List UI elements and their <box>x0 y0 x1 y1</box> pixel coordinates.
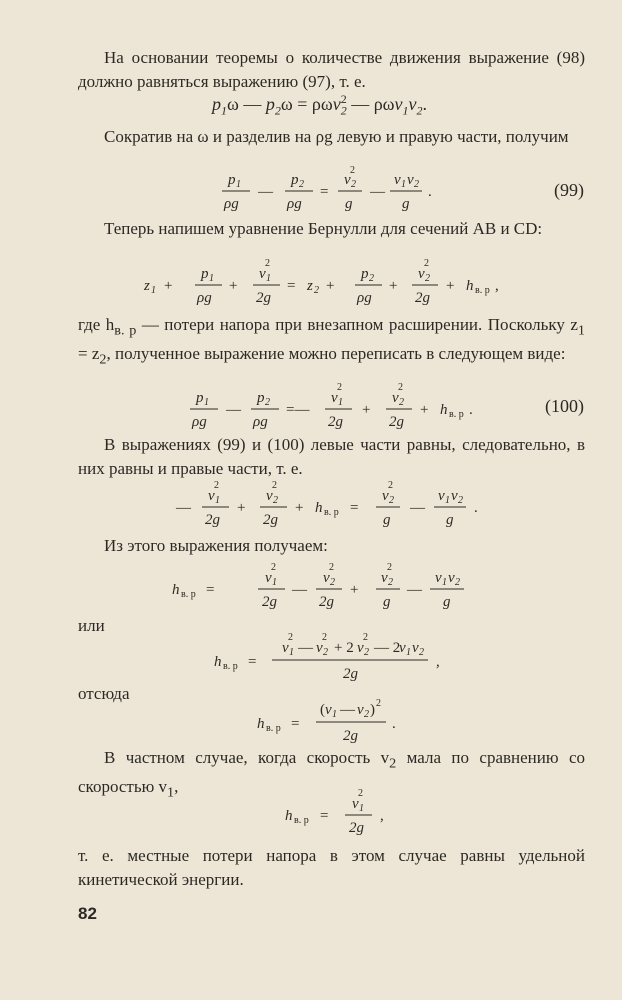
svg-text:1: 1 <box>332 709 337 720</box>
svg-text:1: 1 <box>215 495 220 506</box>
equation-number-99: (99) <box>554 180 584 200</box>
svg-text:v: v <box>448 570 455 586</box>
equation-head-loss-2 <box>0 628 622 688</box>
svg-text:v: v <box>331 390 338 406</box>
svg-text:v: v <box>418 266 425 282</box>
svg-text:v: v <box>344 172 351 188</box>
svg-text:2: 2 <box>323 647 328 658</box>
svg-text:2: 2 <box>265 258 270 269</box>
svg-text:2: 2 <box>358 788 363 799</box>
paragraph-bernoulli: Теперь напишем уравнение Бернулли для сечений AB и CD: <box>104 219 543 238</box>
svg-text:v: v <box>266 488 273 504</box>
svg-text:—: — <box>340 702 355 718</box>
svg-text:—: — <box>410 500 425 516</box>
svg-text:+: + <box>326 278 335 294</box>
book-page: На основании теоремы о количестве движения выражение (98) должно равняться выражению (97), т. е. $p_1\omega$ — $p_2\omega = \rho\omega v_2^2$ — $\rho\omega v_1v_2$. Сократив на ω и разделив на ρg левую и правую части, получим p 1 ρg — p 2 ρg = v 2 2 g — v 1 v 2 g . (99) Теперь напишем уравнение Бернулли для сечений AB и CD: z 1 + p 1 ρg + v 1 2 2g = z 2 + p 2 ρg + v 2 2 2g + h в. р , где $h_{в. р}$ — потери напора при внезапном расширении. Поскольку $z_1 = z_2$, полученное выражение можно переписать в следующем виде: p 1 ρg — p 2 ρg =— v 1 2 2g + v 2 2 2g + h в. р . (100) В выражениях (99) и (100) левые части равны, следовательно, в них равны и правые части, т. е. — v 1 2 2g + v 2 2 2g + h в. р = v 2 2 g — v 1 v 2 g . Из этого выражения получаем: h в. р = v 1 2 2g — v 2 2 2g + v 2 2 g — v 1 v 2 g или h в. р = v 1 2 — v 2 2 + 2 v 2 2 — 2 v 1 v 2 2g , отсюда h в. р = ( v 1 — v 2 ) 2 2g . В частном случае, когда скорость $v_2$ мала по сравнению со скоростью $v_1$, h в. р = v 1 2 2g , т. е. местные потери напора в этом случае равны удельной кинетической энергии. 82 <box>0 0 622 1000</box>
svg-text:=: = <box>350 500 359 516</box>
svg-text:1: 1 <box>289 647 294 658</box>
svg-text:1: 1 <box>151 285 156 296</box>
svg-text:1: 1 <box>445 495 450 506</box>
svg-text:v: v <box>265 570 272 586</box>
svg-text:2: 2 <box>314 285 319 296</box>
equation-number-100: (100) <box>545 396 584 416</box>
svg-text:=: = <box>206 582 215 598</box>
svg-text:2: 2 <box>271 562 276 573</box>
paragraph-equal-parts: В выражениях (99) и (100) левые части равны, следовательно, в них равны и правые части, т. е. <box>78 435 585 478</box>
svg-text:2: 2 <box>388 480 393 491</box>
paragraph-conclusion: т. е. местные потери напора в этом случае равны удельной кинетической энергии. <box>78 846 585 889</box>
svg-text:2: 2 <box>329 562 334 573</box>
svg-text:,: , <box>380 808 384 824</box>
paragraph-obtain: Из этого выражения получаем: <box>104 536 328 555</box>
svg-text:2g: 2g <box>389 414 404 430</box>
svg-text:1: 1 <box>236 179 241 190</box>
svg-text:1: 1 <box>359 803 364 814</box>
svg-text:2: 2 <box>330 577 335 588</box>
svg-text:2: 2 <box>376 698 381 709</box>
svg-text:): ) <box>370 702 375 718</box>
svg-text:+: + <box>237 500 246 516</box>
svg-text:— 2: — 2 <box>374 640 401 656</box>
equation-right-parts <box>0 478 622 534</box>
svg-text:v: v <box>451 488 458 504</box>
svg-text:h: h <box>214 654 222 670</box>
svg-text:2g: 2g <box>343 728 358 744</box>
svg-text:v: v <box>381 570 388 586</box>
svg-text:v: v <box>438 488 445 504</box>
svg-text:.: . <box>469 402 473 418</box>
svg-text:1: 1 <box>204 397 209 408</box>
svg-text:2: 2 <box>273 495 278 506</box>
svg-text:2g: 2g <box>349 820 364 836</box>
svg-text:v: v <box>392 390 399 406</box>
svg-text:v: v <box>259 266 266 282</box>
svg-text:h: h <box>440 402 448 418</box>
svg-text:2: 2 <box>299 179 304 190</box>
svg-text:2: 2 <box>389 495 394 506</box>
svg-text:p: p <box>201 266 209 282</box>
svg-text:+: + <box>362 402 371 418</box>
svg-text:ρg: ρg <box>197 290 212 306</box>
svg-text:=: = <box>291 716 300 732</box>
svg-text:h: h <box>315 500 323 516</box>
svg-text:2: 2 <box>414 179 419 190</box>
svg-text:1: 1 <box>442 577 447 588</box>
svg-text:ρg: ρg <box>224 196 239 212</box>
svg-text:v: v <box>357 702 364 718</box>
paragraph-reduce: Сократив на ω и разделив на ρg левую и правую части, получим <box>104 127 569 146</box>
svg-text:g: g <box>443 594 451 610</box>
svg-text:p: p <box>361 266 369 282</box>
svg-text:в. р: в. р <box>475 285 490 296</box>
svg-text:(: ( <box>320 702 325 718</box>
svg-text:g: g <box>383 594 391 610</box>
svg-text:2: 2 <box>458 495 463 506</box>
svg-text:в. р: в. р <box>449 409 464 420</box>
label-hence: отсюда <box>78 684 130 703</box>
svg-text:=: = <box>320 184 329 200</box>
svg-text:—: — <box>407 582 422 598</box>
equation-head-loss-1 <box>0 560 622 616</box>
svg-text:h: h <box>466 278 474 294</box>
svg-text:—: — <box>298 640 313 656</box>
svg-text:—: — <box>258 184 273 200</box>
equation-99 <box>0 160 622 216</box>
svg-text:2: 2 <box>322 632 327 643</box>
svg-text:2g: 2g <box>205 512 220 528</box>
svg-text:+: + <box>295 500 304 516</box>
svg-text:в. р: в. р <box>266 723 281 734</box>
svg-text:=: = <box>248 654 257 670</box>
svg-text:ρg: ρg <box>357 290 372 306</box>
svg-text:+ 2: + 2 <box>334 640 354 656</box>
svg-text:g: g <box>402 196 410 212</box>
equation-bernoulli <box>0 256 622 312</box>
svg-text:1: 1 <box>272 577 277 588</box>
svg-text:.: . <box>428 184 432 200</box>
svg-text:v: v <box>323 570 330 586</box>
page-number: 82 <box>78 904 97 923</box>
svg-text:2g: 2g <box>263 512 278 528</box>
svg-text:v: v <box>325 702 332 718</box>
svg-text:—: — <box>226 402 241 418</box>
svg-text:—: — <box>292 582 307 598</box>
svg-text:2: 2 <box>425 273 430 284</box>
svg-text:в. р: в. р <box>294 815 309 826</box>
svg-text:z: z <box>144 278 150 294</box>
svg-text:v: v <box>394 172 401 188</box>
svg-text:2: 2 <box>272 480 277 491</box>
svg-text:2: 2 <box>419 647 424 658</box>
svg-text:v: v <box>412 640 419 656</box>
svg-text:+: + <box>350 582 359 598</box>
svg-text:2: 2 <box>288 632 293 643</box>
equation-head-loss-3 <box>0 696 622 750</box>
svg-text:1: 1 <box>338 397 343 408</box>
paragraph-special-case-text: В частном случае, когда скорость $v_2$ мала по сравнению со скоростью $v_1$, <box>78 748 586 801</box>
svg-text:2: 2 <box>455 577 460 588</box>
svg-text:g: g <box>446 512 454 528</box>
equation-100 <box>0 380 622 436</box>
svg-text:—: — <box>176 500 191 516</box>
svg-text:p: p <box>291 172 299 188</box>
svg-text:h: h <box>257 716 265 732</box>
svg-text:v: v <box>208 488 215 504</box>
svg-text:2: 2 <box>351 179 356 190</box>
svg-text:2: 2 <box>388 577 393 588</box>
svg-text:1: 1 <box>401 179 406 190</box>
svg-text:+: + <box>420 402 429 418</box>
svg-text:v: v <box>399 640 406 656</box>
svg-text:2g: 2g <box>328 414 343 430</box>
svg-text:v: v <box>407 172 414 188</box>
svg-text:z: z <box>307 278 313 294</box>
svg-text:v: v <box>282 640 289 656</box>
svg-text:в. р: в. р <box>324 507 339 518</box>
equation-head-loss-4 <box>0 786 622 840</box>
svg-text:1: 1 <box>406 647 411 658</box>
svg-text:+: + <box>389 278 398 294</box>
svg-text:v: v <box>352 796 359 812</box>
svg-text:=: = <box>287 278 296 294</box>
svg-text:,: , <box>495 278 499 294</box>
svg-text:h: h <box>172 582 180 598</box>
svg-text:g: g <box>345 196 353 212</box>
svg-text:v: v <box>382 488 389 504</box>
svg-text:.: . <box>392 716 396 732</box>
svg-text:2g: 2g <box>343 666 358 682</box>
svg-text:2: 2 <box>424 258 429 269</box>
svg-text:1: 1 <box>209 273 214 284</box>
svg-text:.: . <box>474 500 478 516</box>
svg-text:g: g <box>383 512 391 528</box>
svg-text:+: + <box>229 278 238 294</box>
svg-text:—: — <box>370 184 385 200</box>
svg-text:h: h <box>285 808 293 824</box>
svg-text:2: 2 <box>363 632 368 643</box>
svg-text:2: 2 <box>387 562 392 573</box>
svg-text:в. р: в. р <box>223 661 238 672</box>
svg-text:ρg: ρg <box>287 196 302 212</box>
svg-text:p: p <box>257 390 265 406</box>
svg-text:2: 2 <box>364 647 369 658</box>
svg-text:ρg: ρg <box>192 414 207 430</box>
svg-text:=: = <box>320 808 329 824</box>
svg-text:p: p <box>228 172 236 188</box>
svg-text:v: v <box>316 640 323 656</box>
svg-text:2: 2 <box>399 397 404 408</box>
svg-text:2g: 2g <box>256 290 271 306</box>
svg-text:2: 2 <box>214 480 219 491</box>
svg-text:=—: =— <box>286 402 310 418</box>
paragraph-where-text: где $h_{в. р}$ — потери напора при внезапном расширении. Поскольку $z_1 = z_2$, полученное выражение можно переписать в следующем виде: <box>78 315 585 368</box>
svg-text:+: + <box>164 278 173 294</box>
svg-text:,: , <box>436 654 440 670</box>
svg-text:2g: 2g <box>262 594 277 610</box>
svg-text:2g: 2g <box>319 594 334 610</box>
svg-text:2: 2 <box>265 397 270 408</box>
svg-text:+: + <box>446 278 455 294</box>
svg-text:v: v <box>435 570 442 586</box>
svg-text:2: 2 <box>337 382 342 393</box>
svg-text:2: 2 <box>398 382 403 393</box>
svg-text:2: 2 <box>350 165 355 176</box>
paragraph-where <box>78 313 585 372</box>
svg-text:1: 1 <box>266 273 271 284</box>
svg-text:v: v <box>357 640 364 656</box>
svg-text:2: 2 <box>369 273 374 284</box>
svg-text:p: p <box>196 390 204 406</box>
label-or: или <box>78 616 105 635</box>
svg-text:2: 2 <box>364 709 369 720</box>
svg-text:в. р: в. р <box>181 589 196 600</box>
paragraph-theorem: На основании теоремы о количестве движения выражение (98) должно равняться выражению (97), т. е. <box>78 48 585 91</box>
svg-text:2g: 2g <box>415 290 430 306</box>
svg-text:ρg: ρg <box>253 414 268 430</box>
